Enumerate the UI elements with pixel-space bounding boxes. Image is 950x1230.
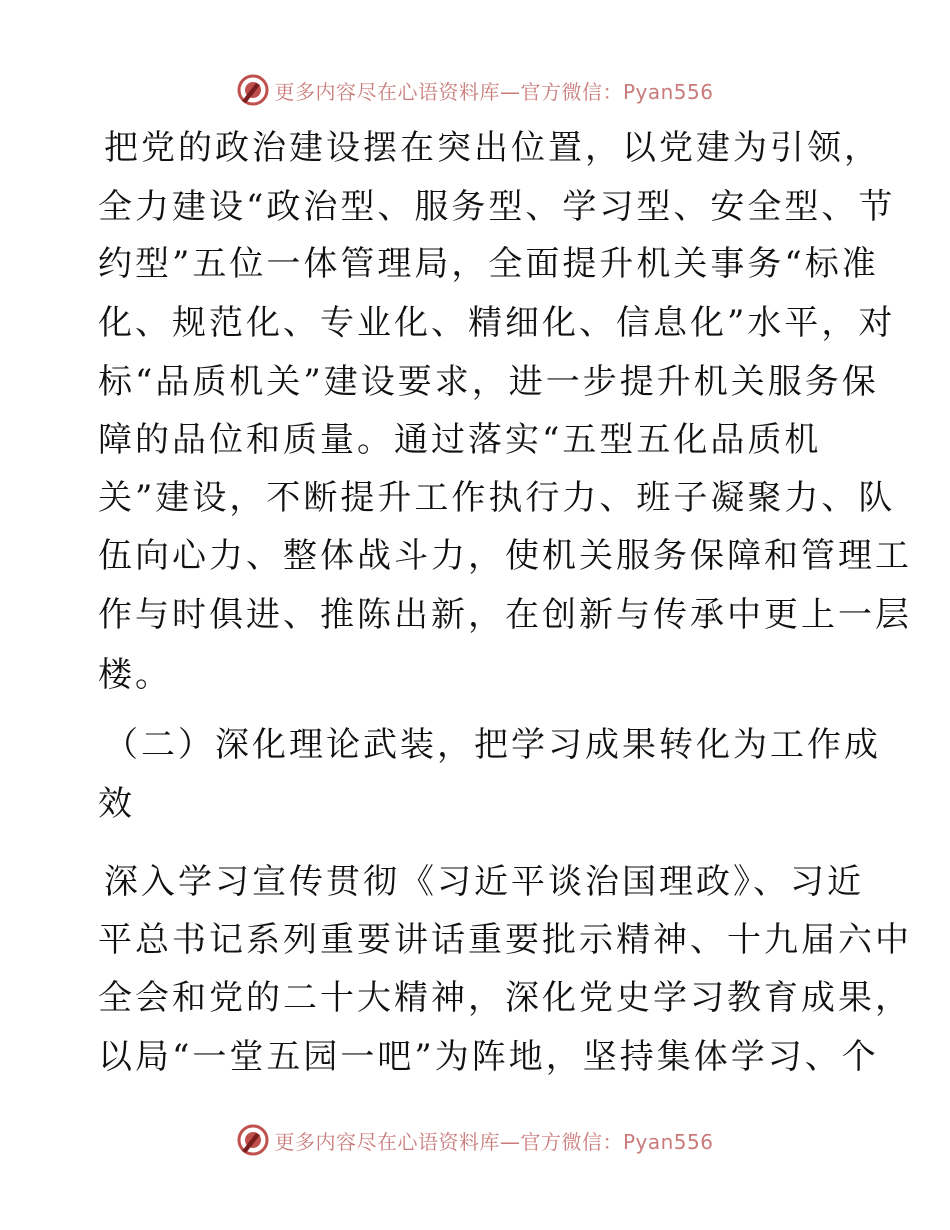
header-watermark — [0, 72, 950, 108]
pen-seal-icon — [236, 1123, 270, 1157]
section-heading: （二）深化理论武装，把学习成果转化为工作成 — [104, 725, 881, 765]
text-line: 把党的政治建设摆在突出位置，以党建为引领， — [104, 128, 881, 168]
text-line: 作与时俱进、推陈出新，在创新与传承中更上一层 — [98, 595, 912, 635]
text-line: 约型”五位一体管理局，全面提升机关事务“标准 — [98, 244, 879, 284]
text-line: 化、规范化、专业化、精细化、信息化”水平，对 — [98, 303, 896, 343]
text-line: 关”建设，不断提升工作执行力、班子凝聚力、队 — [98, 478, 896, 518]
text-line: 楼。 — [98, 655, 172, 695]
text-line: 深入学习宣传贯彻《习近平谈治国理政》、习近 — [104, 862, 864, 902]
section-heading-continued: 效 — [98, 784, 135, 824]
footer-watermark-text: 更多内容尽在心语资料库—官方微信：Pyan556 — [274, 1129, 714, 1154]
text-line: 伍向心力、整体战斗力，使机关服务保障和管理工 — [98, 536, 912, 576]
text-line: 全力建设“政治型、服务型、学习型、安全型、节 — [98, 187, 896, 227]
header-watermark-text: 更多内容尽在心语资料库—官方微信：Pyan556 — [274, 79, 714, 104]
text-line: 标“品质机关”建设要求，进一步提升机关服务保 — [98, 362, 879, 402]
text-line: 以局“一堂五园一吧”为阵地，坚持集体学习、个 — [98, 1037, 879, 1077]
text-line: 障的品位和质量。通过落实“五型五化品质机 — [98, 420, 822, 460]
text-line: 全会和党的二十大精神，深化党史学习教育成果， — [98, 978, 912, 1018]
text-line: 平总书记系列重要讲话重要批示精神、十九届六中 — [98, 920, 912, 960]
pen-seal-icon — [236, 73, 270, 107]
footer-watermark — [0, 1122, 950, 1158]
